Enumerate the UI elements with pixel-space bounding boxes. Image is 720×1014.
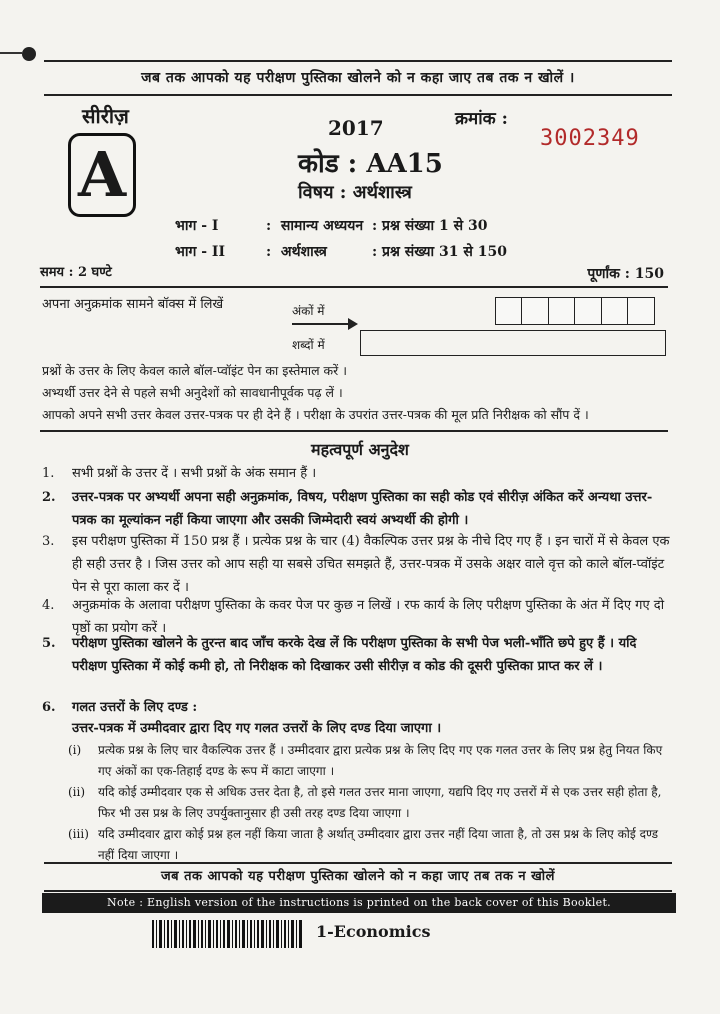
roll-in-words-label: शब्दों में [292,338,325,352]
part-1-name: : सामान्य अध्ययन [266,218,364,234]
instruction-item: 1. सभी प्रश्नों के उत्तर दें । सभी प्रश्नों के अंक समान हैं । [42,466,317,481]
booklet-subject-label: 1-Economics [316,922,431,941]
note-line: आपको अपने सभी उत्तर केवल उत्तर-पत्रक पर ही देने हैं । परीक्षा के उपरांत उत्तर-पत्रक की मूल प्रति निरीक्षक को सौंप दें । [42,407,589,422]
time-allowed: समय : 2 घण्टे [40,265,112,280]
roll-instruction: अपना अनुक्रमांक सामने बॉक्स में लिखें [42,297,224,312]
bottom-warning-banner: जब तक आपको यह परीक्षण पुस्तिका खोलने को न कहा जाए तब तक न खोलें [44,862,672,892]
instruction-item: 4. अनुक्रमांक के अलावा परीक्षण पुस्तिका के कवर पेज पर कुछ न लिखें । रफ कार्य के लिए परीक्षण पुस्तिका के अंत में दिए गए दो पृष्ठों का प्रयोग करें । [42,598,665,636]
roll-digit-boxes[interactable] [496,297,655,325]
penalty-rule: (ii) यदि कोई उम्मीदवार एक से अधिक उत्तर देता है, तो इसे गलत उत्तर माना जाएगा, यद्यपि दिए गए उत्तरों में से एक उत्तर सही होता है, फिर भी उस प्रश्न के लिए उपर्युक्तानुसार ही उसी तरह दण्ड दिया जाएगा । [68,785,662,820]
arrow-line [292,323,352,325]
series-label: सीरीज़ [82,104,129,128]
serial-label: क्रमांक : [455,109,508,129]
barcode-icon [152,920,302,948]
series-box: A [68,133,136,217]
instruction-item: 3. इस परीक्षण पुस्तिका में 150 प्रश्न हैं । प्रत्येक प्रश्न के चार (4) वैकल्पिक उत्तर प्रश्न के नीचे दिए गए हैं । इन चारों में से केवल एक ही सही उत्तर है । जिस उत्तर को आप सही या सबसे उचित समझते हैं, उत्तर-पत्रक में उसके अक्षर वाले वृत्त को काले बॉल-प्वॉइंट पेन से पूरा काला कर दें । [42,534,670,595]
top-warning-banner: जब तक आपको यह परीक्षण पुस्तिका खोलने को न कहा जाए तब तक न खोलें । [44,60,672,96]
note-line: अभ्यर्थी उत्तर देने से पहले सभी अनुदेशों को सावधानीपूर्वक पढ़ लें । [42,385,343,400]
note-line: प्रश्नों के उत्तर के लिए केवल काले बॉल-प्वॉइंट पेन का इस्तेमाल करें । [42,363,347,378]
roll-in-digits-label: अंकों में [292,304,325,318]
punch-hole [22,47,36,61]
booklet-code: कोड : AA15 [298,149,443,179]
instructions-title: महत्वपूर्ण अनुदेश [311,440,409,459]
roll-words-box[interactable] [360,330,666,356]
part-2-label: भाग - II [175,244,226,260]
serial-number: 3002349 [540,126,640,151]
penalty-heading: उत्तर-पत्रक में उम्मीदवार द्वारा दिए गए गलत उत्तरों के लिए दण्ड दिया जाएगा । [72,721,442,736]
instruction-item: 6. गलत उत्तरों के लिए दण्ड : [42,700,198,715]
subject: विषय : अर्थशास्त्र [298,182,412,203]
part-1-questions: : प्रश्न संख्या 1 से 30 [372,218,488,234]
penalty-rule: (iii) यदि उम्मीदवार द्वारा कोई प्रश्न हल नहीं किया जाता है अर्थात् उम्मीदवार द्वारा उत्तर नहीं दिया जाता है, तो उस प्रश्न के लिए कोई दण्ड नहीं दिया जाएगा । [68,827,659,862]
roll-digit-box[interactable] [601,297,629,325]
penalty-rule: (i) प्रत्येक प्रश्न के लिए चार वैकल्पिक उत्तर हैं । उम्मीदवार द्वारा प्रत्येक प्रश्न के लिए दिए गए एक गलत उत्तर के लिए प्रश्न हेतु नियत किए गए अंकों का एक-तिहाई दण्ड के रूप में काटा जाएगा । [68,743,663,778]
instruction-item: 2. उत्तर-पत्रक पर अभ्यर्थी अपना सही अनुक्रमांक, विषय, परीक्षण पुस्तिका का सही कोड एवं सीरीज़ अंकित करें अन्यथा उत्तर-पत्रक का मूल्यांकन नहीं किया जाएगा और उसकी जिम्मेदारी स्वयं अभ्यर्थी की होगी । [42,490,653,528]
english-note-bar: Note : English version of the instructions is printed on the back cover of this Booklet. [42,893,676,913]
exam-year: 2017 [328,116,384,140]
roll-digit-box[interactable] [495,297,523,325]
roll-digit-box[interactable] [521,297,549,325]
arrow-right-icon [348,318,358,330]
roll-digit-box[interactable] [548,297,576,325]
part-2-name: : अर्थशास्त्र [266,244,327,260]
roll-digit-box[interactable] [627,297,655,325]
part-2-questions: : प्रश्न संख्या 31 से 150 [372,244,507,260]
max-marks: पूर्णांक : 150 [587,266,664,282]
edge-mark [0,52,22,54]
instruction-item: 5. परीक्षण पुस्तिका खोलने के तुरन्त बाद जाँच करके देख लें कि परीक्षण पुस्तिका के सभी पेज भली-भाँति छपे हुए हैं । यदि परीक्षण पुस्तिका में कोई कमी हो, तो निरीक्षक को दिखाकर उसी सीरीज़ व कोड की दूसरी पुस्तिका प्राप्त कर लें । [42,636,637,674]
divider [40,430,668,432]
roll-digit-box[interactable] [574,297,602,325]
part-1-label: भाग - I [175,218,219,234]
divider [40,286,668,288]
